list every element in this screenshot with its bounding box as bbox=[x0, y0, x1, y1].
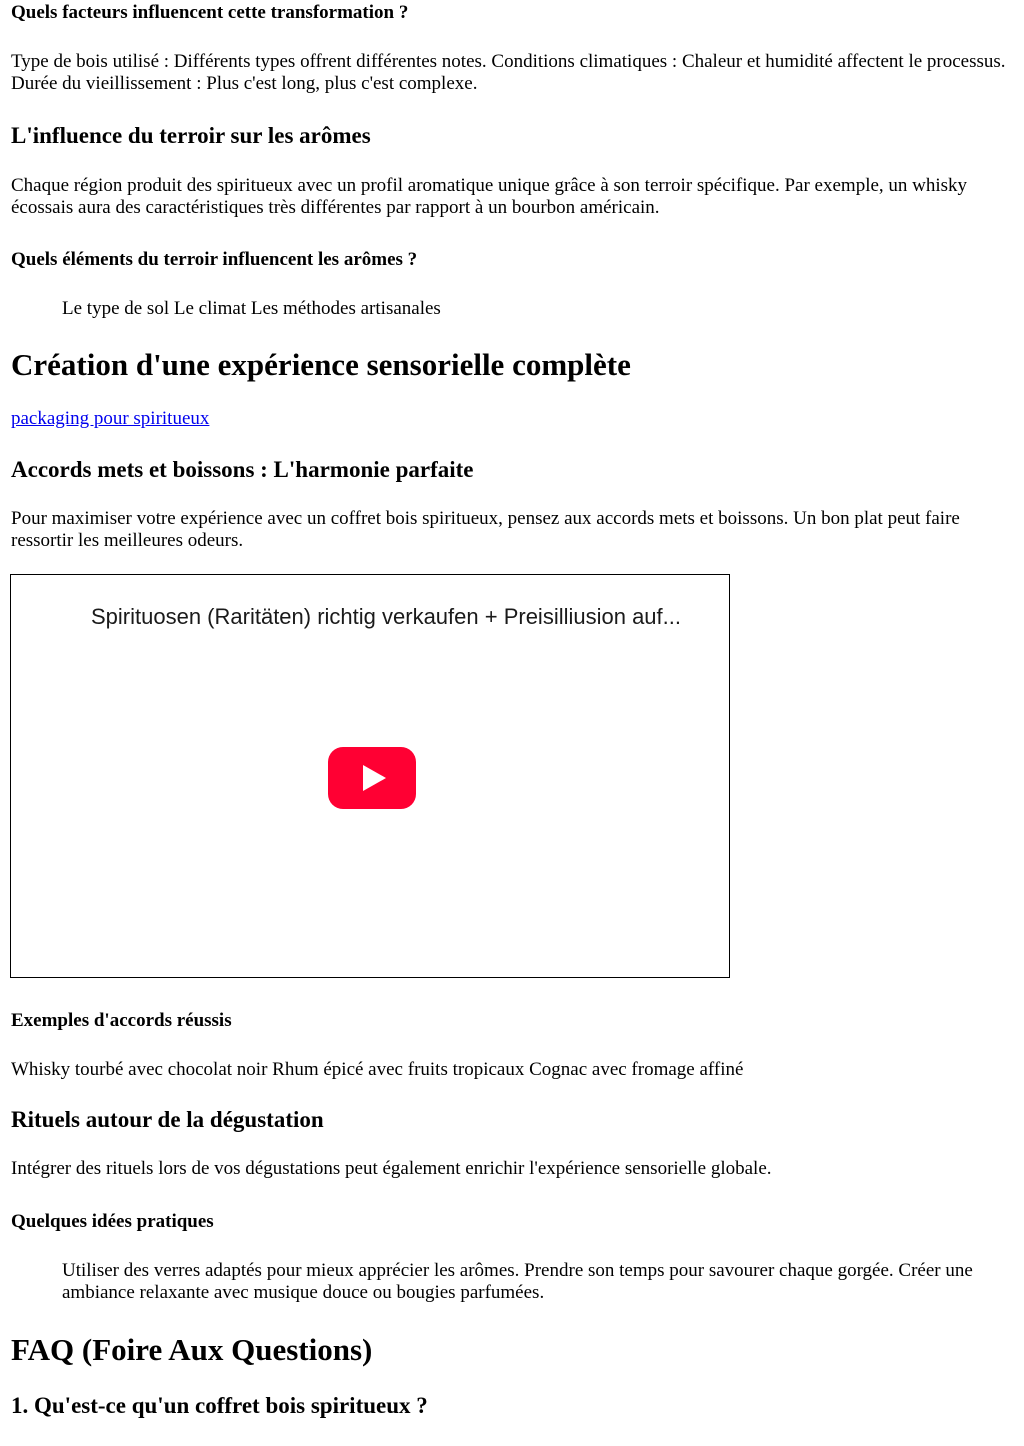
ideas-list: Utiliser des verres adaptés pour mieux apprécier les arômes. Prendre son temps pour savourer chaque gorgée. Créer une ambiance relaxante avec musique douce ou bougies parfumées. bbox=[62, 1260, 973, 1303]
video-embed[interactable] bbox=[10, 574, 730, 978]
pairing-paragraph: Pour maximiser votre expérience avec un coffret bois spiritueux, pensez aux accords mets et boissons. Un bon plat peut faire ressortir les meilleures odeurs. bbox=[11, 508, 960, 551]
packaging-link-paragraph bbox=[11, 408, 209, 430]
faq-question-1[interactable]: 1. Qu'est-ce qu'un coffret bois spiritueux ? bbox=[11, 1393, 428, 1418]
examples-paragraph: Whisky tourbé avec chocolat noir Rhum épicé avec fruits tropicaux Cognac avec fromage affiné bbox=[11, 1059, 744, 1080]
ideas-heading: Quelques idées pratiques bbox=[11, 1211, 214, 1232]
pairing-heading: Accords mets et boissons : L'harmonie parfaite bbox=[11, 457, 474, 482]
examples-heading: Exemples d'accords réussis bbox=[11, 1010, 232, 1031]
factors-paragraph: Type de bois utilisé : Différents types offrent différentes notes. Conditions climatiques : Chaleur et humidité affectent le processus. Durée du vieillissement : Plus c'est long, plus c'est complexe. bbox=[11, 51, 1006, 94]
factors-heading: Quels facteurs influencent cette transformation ? bbox=[11, 2, 409, 23]
terroir-paragraph: Chaque région produit des spiritueux avec un profil aromatique unique grâce à son terroir spécifique. Par exemple, un whisky écossais aura des caractéristiques très différentes par rapport à un bourbon américain. bbox=[11, 175, 968, 218]
terroir-heading: L'influence du terroir sur les arômes bbox=[11, 123, 371, 148]
play-icon bbox=[328, 747, 416, 809]
sensory-heading: Création d'une expérience sensorielle complète bbox=[11, 347, 631, 382]
video-title[interactable]: Spirituosen (Raritäten) richtig verkaufen + Preisilliusion auf... bbox=[91, 604, 681, 629]
faq-heading: FAQ (Foire Aux Questions) bbox=[11, 1332, 373, 1367]
packaging-link[interactable]: packaging pour spiritueux bbox=[11, 408, 210, 429]
play-button[interactable] bbox=[328, 747, 416, 809]
rituals-heading: Rituels autour de la dégustation bbox=[11, 1107, 324, 1132]
terroir-elements-heading: Quels éléments du terroir influencent les arômes ? bbox=[11, 249, 418, 270]
terroir-elements-list: Le type de sol Le climat Les méthodes artisanales bbox=[62, 298, 441, 319]
rituals-paragraph: Intégrer des rituels lors de vos dégustations peut également enrichir l'expérience sensorielle globale. bbox=[11, 1158, 772, 1179]
